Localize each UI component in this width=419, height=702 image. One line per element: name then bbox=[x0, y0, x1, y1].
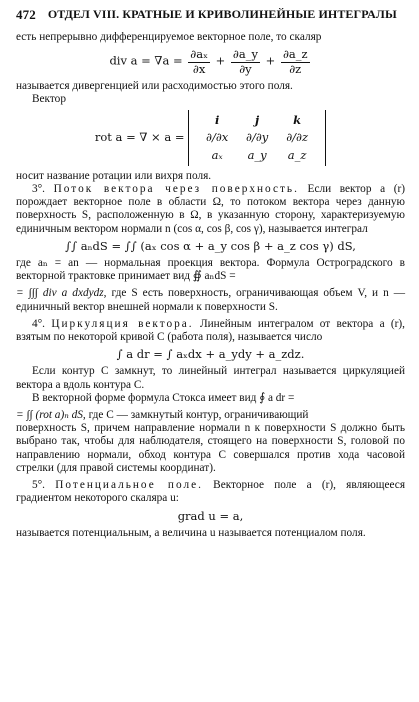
section-5 bbox=[16, 479, 405, 505]
denominator: ∂z bbox=[289, 61, 302, 76]
divergence-formula bbox=[16, 48, 405, 75]
chapter-title: ОТДЕЛ VIII. КРАТНЫЕ И КРИВОЛИНЕЙНЫЕ ИНТЕГРАЛЫ bbox=[47, 7, 397, 21]
section-number: 5°. bbox=[32, 479, 45, 492]
section-text: Если вектор a (r) порождает векторное поле в области Ω, то потоком вектора через данную поверхность S, расположенную в Ω, в указанную сторону, характеризуемую единичным вектором нормали n (cos α, cos β, cos γ), называется интеграл bbox=[16, 183, 406, 235]
plus-sign: + bbox=[215, 54, 226, 69]
matrix-cell: k bbox=[293, 113, 302, 128]
matrix-cell: a_y bbox=[247, 147, 267, 162]
numerator: ∂a_y bbox=[232, 47, 258, 62]
paragraph: Если контур C замкнут, то линейный интеграл называется циркуляцией вектора a вдоль контура C. bbox=[16, 365, 405, 391]
paragraph-tail: где S есть поверхность, ограничивающая объем V, и n — единичный вектор внешней нормали к поверхности S. bbox=[16, 287, 406, 313]
plus-sign: + bbox=[265, 54, 276, 69]
inline-formula: = ∫∫ (rot a)ₙ dS, bbox=[16, 409, 86, 422]
numerator: ∂aₓ bbox=[190, 47, 208, 62]
section-number: 3°. bbox=[32, 183, 45, 196]
matrix-cell: ∂/∂x bbox=[206, 130, 229, 145]
section-title: Циркуляция вектора. bbox=[51, 317, 194, 330]
section-3 bbox=[16, 183, 405, 236]
fraction bbox=[188, 48, 210, 75]
denominator: ∂y bbox=[239, 61, 252, 76]
section-number: 4°. bbox=[32, 317, 45, 330]
fraction bbox=[281, 48, 310, 75]
page-number: 472 bbox=[16, 7, 36, 22]
section-title: Потенциальное поле. bbox=[55, 479, 203, 492]
matrix-cell: a_z bbox=[287, 147, 307, 162]
page-header bbox=[16, 8, 405, 21]
section-text: Векторное поле a (r), являющееся градиентом некоторого скаляра u: bbox=[16, 479, 406, 505]
section-text: Линейным интегралом от вектора a (r), взятым по некоторой кривой C (работа поля), называется число bbox=[16, 317, 406, 344]
matrix-cell: aₓ bbox=[211, 147, 223, 162]
matrix-cell: ∂/∂z bbox=[286, 130, 309, 145]
section-title: Поток вектора через поверхность. bbox=[53, 183, 299, 196]
gradient-formula: grad u = a, bbox=[177, 508, 244, 523]
paragraph: называется потенциальным, а величина u называется потенциалом поля. bbox=[16, 526, 366, 539]
matrix-cell: i bbox=[214, 113, 220, 128]
matrix-cell: j bbox=[255, 113, 260, 128]
denominator: ∂x bbox=[192, 61, 206, 76]
determinant-matrix bbox=[188, 110, 326, 166]
paragraph: есть непрерывно дифференцируемое векторное поле, то скаляр bbox=[16, 31, 322, 44]
paragraph: Вектор bbox=[32, 93, 66, 106]
formula-lhs: rot a = ∇ × a = bbox=[94, 130, 185, 145]
paragraph: поверхность S, причем направление нормали n к поверхности S должно быть выбрано так, чтобы для наблюдателя, стоящего на поверхности S, головой по направлению нормали, обход контура C совершался против хода часовой стрелки (для правой системы координат). bbox=[16, 422, 405, 474]
ostrogradsky-line bbox=[16, 287, 405, 313]
section-4 bbox=[16, 318, 405, 344]
numerator: ∂a_z bbox=[282, 47, 308, 62]
rotor-formula bbox=[16, 110, 405, 166]
paragraph: называется дивергенцией или расходимостью этого поля. bbox=[16, 79, 293, 92]
inline-formula: = ∫∫∫ div a dxdydz, bbox=[16, 287, 107, 300]
formula-lhs: div a = ∇a = bbox=[109, 54, 183, 69]
stokes-line bbox=[16, 409, 405, 422]
paragraph: В векторной форме формула Стокса имеет вид ∮ a dr = bbox=[32, 391, 295, 404]
matrix-cell: ∂/∂y bbox=[246, 130, 269, 145]
paragraph: где aₙ = an — нормальная проекция вектора. Формула Остроградского в векторной трактовке принимает вид ∯ aₙdS = bbox=[16, 257, 405, 283]
circulation-formula: ∫ a dr = ∫ aₓdx + a_ydy + a_zdz. bbox=[116, 347, 305, 362]
fraction bbox=[231, 48, 260, 75]
paragraph-tail: где C — замкнутый контур, ограничивающий bbox=[88, 409, 309, 422]
flux-formula: ∫∫ aₙdS = ∫∫ (aₓ cos α + a_y cos β + a_z cos γ) dS, bbox=[65, 238, 356, 253]
paragraph: носит название ротации или вихря поля. bbox=[16, 169, 212, 182]
